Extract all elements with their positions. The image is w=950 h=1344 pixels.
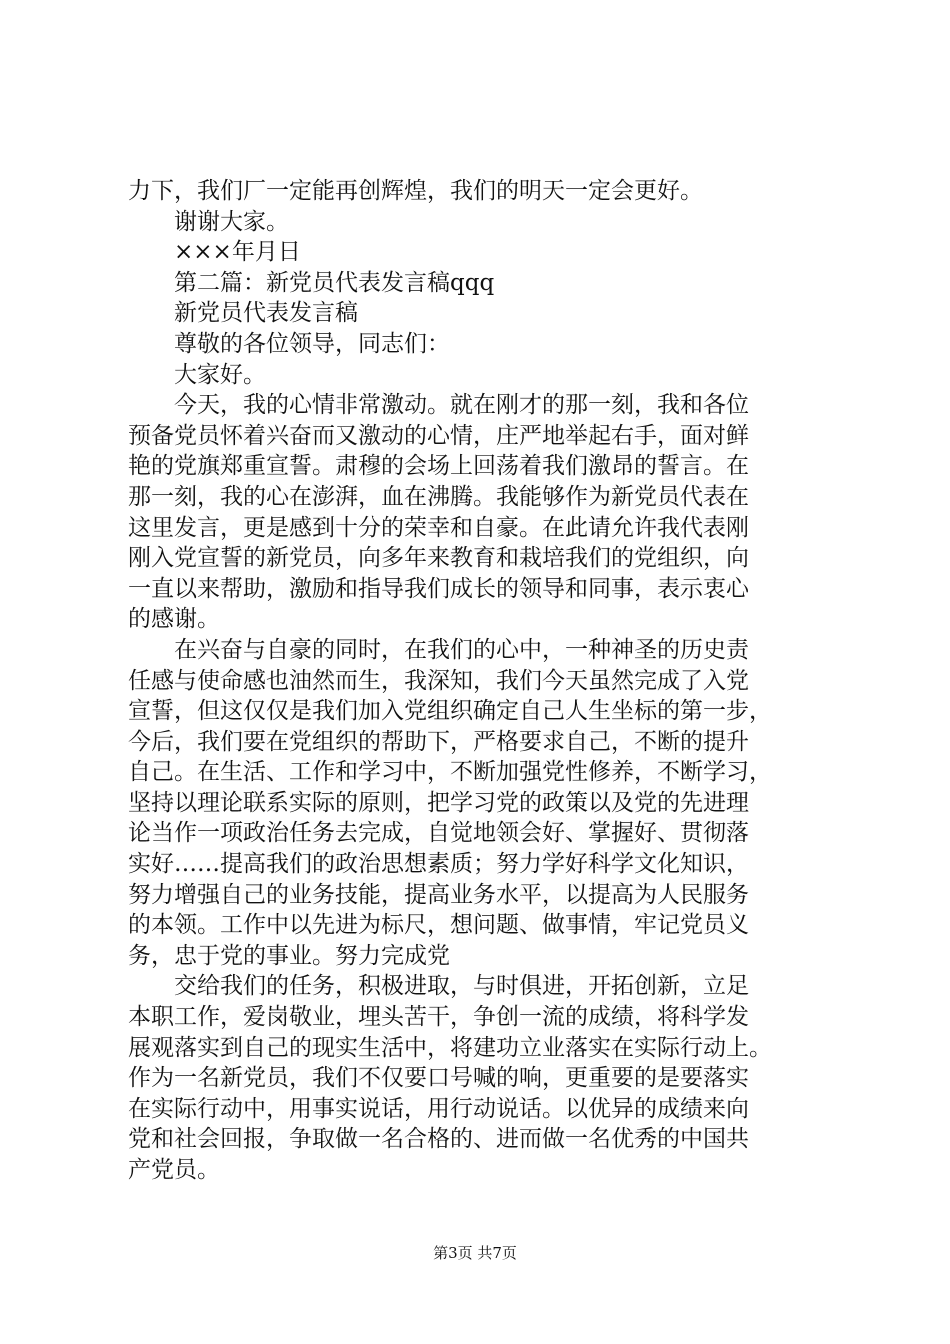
text-line: 论当作一项政治任务去完成，自觉地领会好、掌握好、贯彻落 — [128, 820, 749, 847]
text-line: 一直以来帮助，激励和指导我们成长的领导和同事，表示衷心 — [128, 575, 749, 602]
text-line: 预备党员怀着兴奋而又激动的心情，庄严地举起右手，面对鲜 — [128, 422, 749, 449]
text-line: 努力增强自己的业务技能，提高业务水平，以提高为人民服务 — [128, 881, 749, 908]
speech-title: 新党员代表发言稿 — [174, 300, 358, 327]
text-line: 产党员。 — [128, 1157, 220, 1183]
text-line: 本职工作，爱岗敬业，埋头苦干，争创一流的成绩，将科学发 — [128, 1004, 749, 1031]
text-line: 自己。在生活、工作和学习中，不断加强党性修养，不断学习， — [128, 759, 772, 786]
text-line: 在实际行动中，用事实说话，用行动说话。以优异的成绩来向 — [128, 1095, 749, 1122]
text-line: 展观落实到自己的现实生活中，将建功立业落实在实际行动上。 — [128, 1034, 772, 1061]
text-line: 作为一名新党员，我们不仅要口号喊的响，更重要的是要落实 — [128, 1065, 749, 1092]
text-line: 在兴奋与自豪的同时，在我们的心中，一种神圣的历史责 — [174, 636, 749, 663]
text-line: 那一刻，我的心在澎湃，血在沸腾。我能够作为新党员代表在 — [128, 483, 749, 510]
text-line: 今后，我们要在党组织的帮助下，严格要求自己，不断的提升 — [128, 728, 749, 755]
salutation: 尊敬的各位领导，同志们： — [174, 330, 450, 357]
document-body — [128, 176, 848, 1186]
text-line: ×××年月日 — [174, 239, 301, 266]
text-line: 任感与使命感也油然而生，我深知，我们今天虽然完成了入党 — [128, 667, 749, 694]
text-line: 务，忠于党的事业。努力完成党 — [128, 942, 450, 969]
text-line: 刚入党宣誓的新党员，向多年来教育和栽培我们的党组织，向 — [128, 545, 749, 572]
section-heading: 第二篇：新党员代表发言稿qqq — [174, 269, 495, 296]
text-line: 谢谢大家。 — [174, 208, 289, 235]
text-line: 实好……提高我们的政治思想素质；努力学好科学文化知识， — [128, 851, 749, 878]
text-line: 艳的党旗郑重宣誓。肃穆的会场上回荡着我们激昂的誓言。在 — [128, 453, 749, 480]
text-line: 力下，我们厂一定能再创辉煌，我们的明天一定会更好。 — [128, 178, 703, 204]
text-line: 这里发言，更是感到十分的荣幸和自豪。在此请允许我代表刚 — [128, 514, 749, 541]
text-line: 的感谢。 — [128, 606, 220, 633]
text-line: 党和社会回报，争取做一名合格的、进而做一名优秀的中国共 — [128, 1126, 749, 1153]
text-line: 交给我们的任务，积极进取，与时俱进，开拓创新，立足 — [174, 973, 749, 1000]
text-line: 坚持以理论联系实际的原则，把学习党的政策以及党的先进理 — [128, 789, 749, 816]
page-number-footer: 第3页 共7页 — [433, 1244, 517, 1262]
text-line: 宣誓，但这仅仅是我们加入党组织确定自己人生坐标的第一步， — [128, 698, 772, 725]
text-line: 今天，我的心情非常激动。就在刚才的那一刻，我和各位 — [174, 392, 749, 419]
greeting: 大家好。 — [174, 361, 266, 388]
text-line: 的本领。工作中以先进为标尺，想问题、做事情，牢记党员义 — [128, 912, 749, 939]
